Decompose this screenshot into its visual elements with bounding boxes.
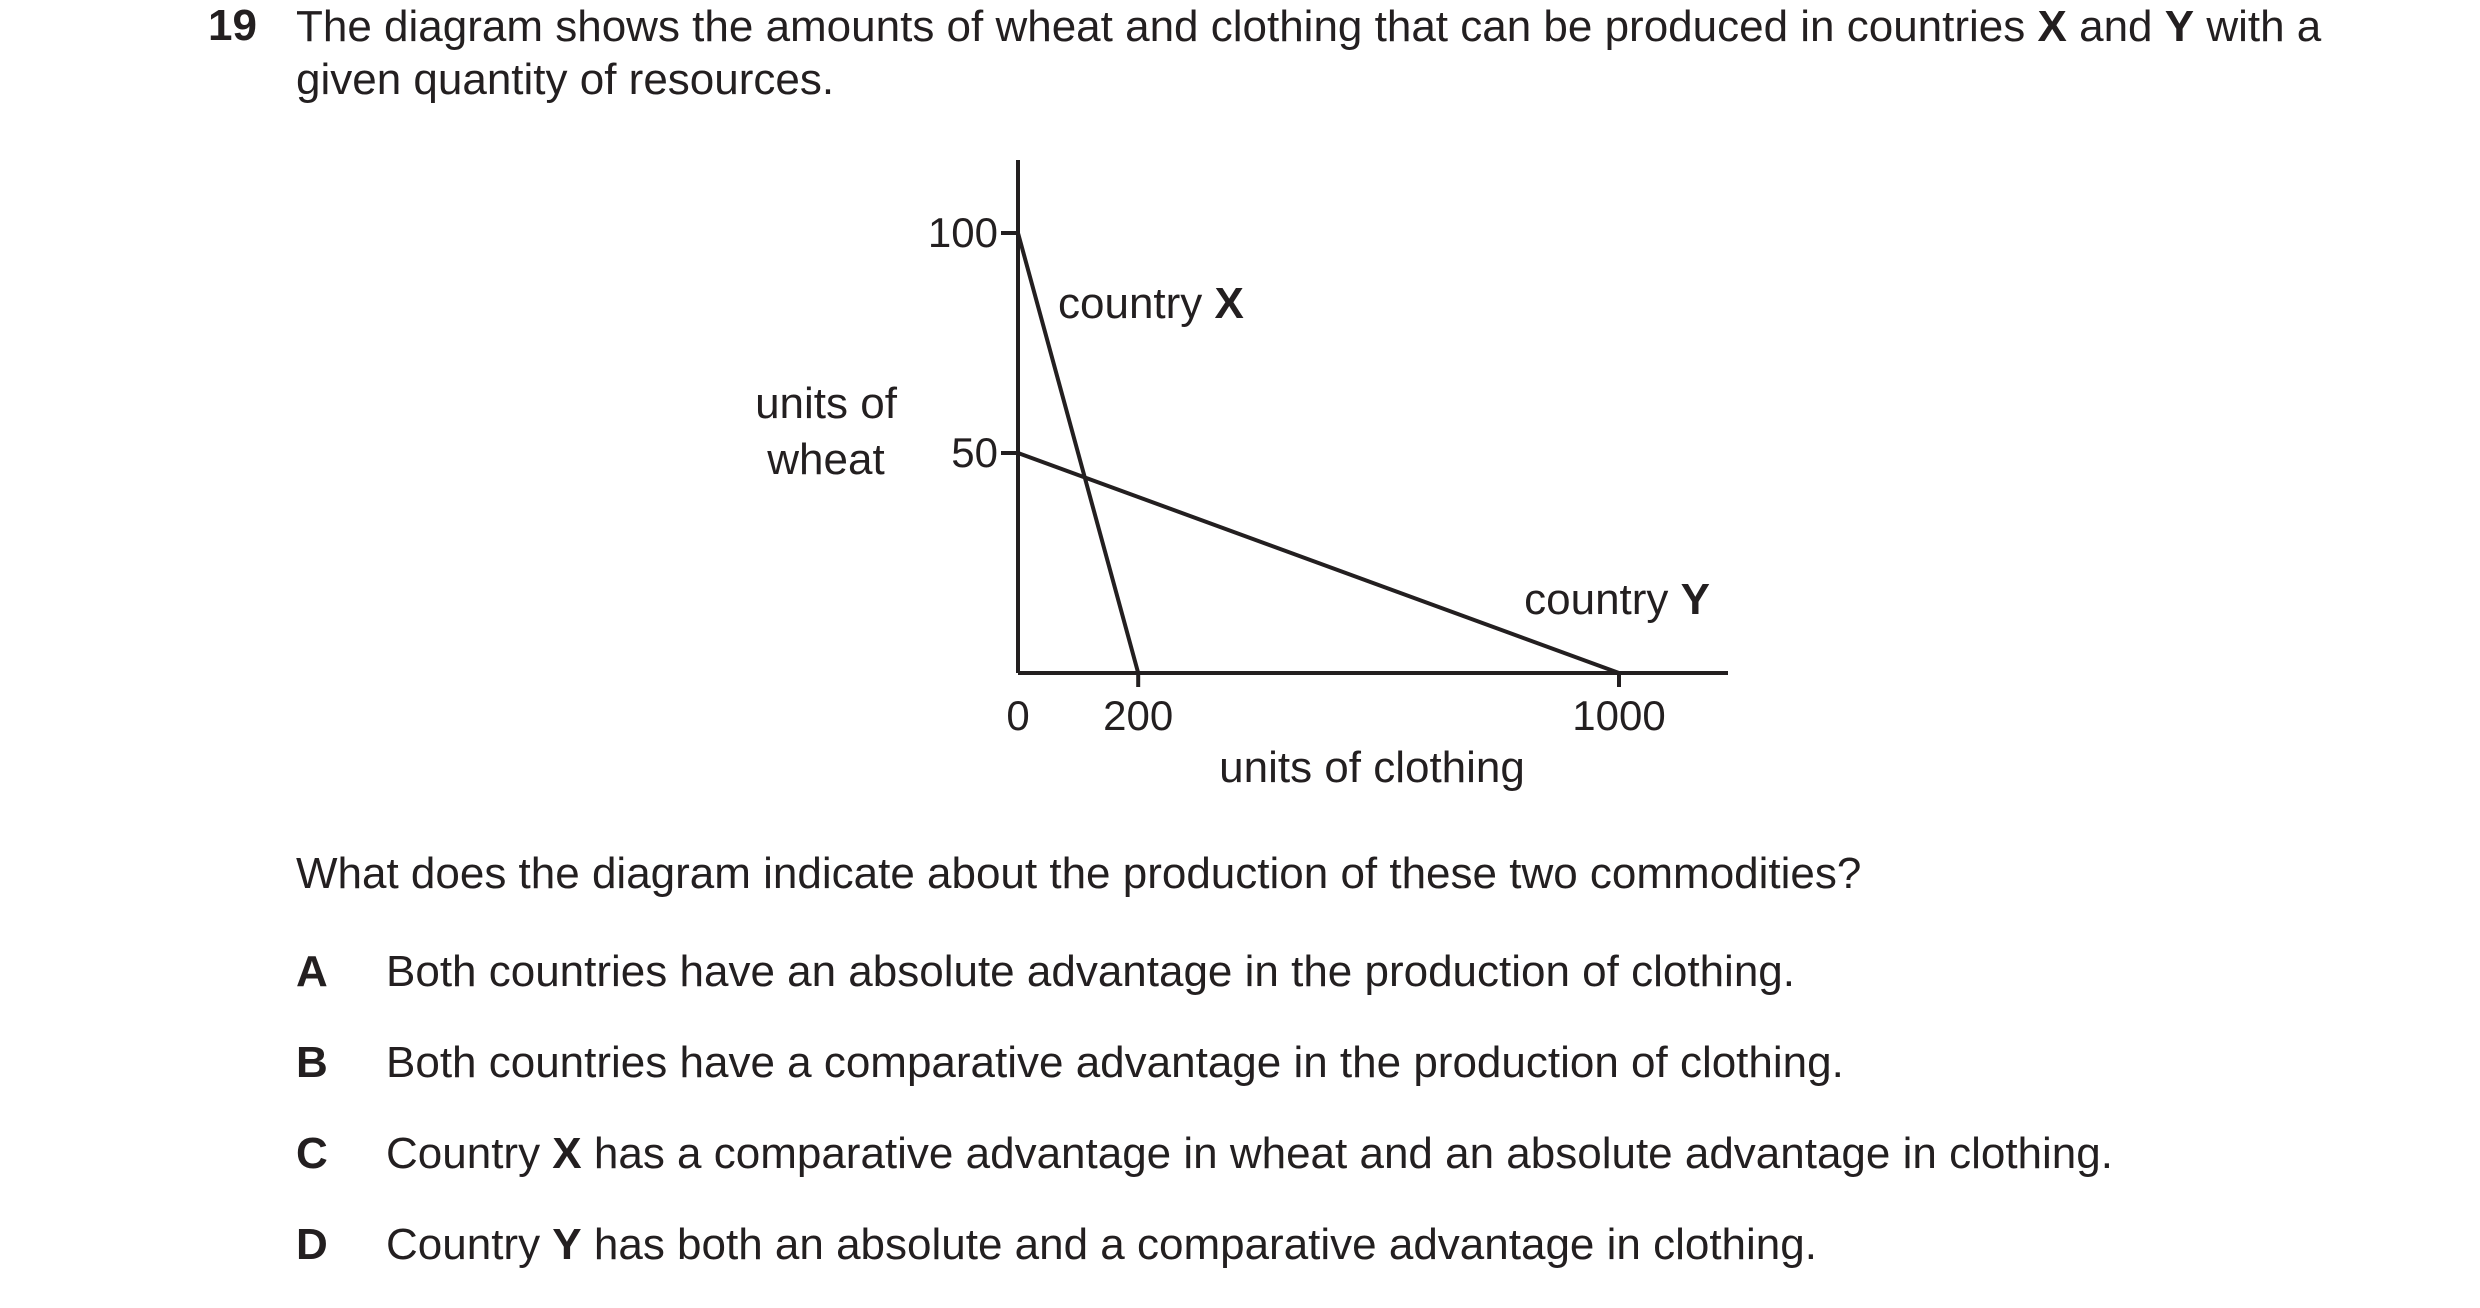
- option-d-suffix: has both an absolute and a comparative advantage in clothing.: [581, 1220, 1817, 1269]
- option-c-letter: C: [296, 1129, 328, 1178]
- x-tick-label-200: 200: [1103, 692, 1174, 739]
- option-b-letter: B: [296, 1038, 328, 1087]
- series-label-y: country Y: [1524, 575, 1710, 624]
- stem-country-y: Y: [2164, 2, 2195, 51]
- option-c-country: X: [552, 1129, 582, 1178]
- stem-text-2: and: [2066, 2, 2165, 51]
- option-c-prefix: Country: [386, 1129, 553, 1178]
- option-c-suffix: has a comparative advantage in wheat and an absolute advantage in clothing.: [581, 1129, 2113, 1178]
- x-axis-label: units of clothing: [1219, 743, 1525, 792]
- option-d-prefix: Country: [386, 1220, 553, 1269]
- option-d-text: [386, 1219, 1817, 1271]
- series-label-x: country X: [1058, 279, 1244, 328]
- x-tick-label-0: 0: [1006, 692, 1030, 739]
- option-b-text: Both countries have a comparative advantage in the production of clothing.: [386, 1038, 1844, 1087]
- option-a-letter: A: [296, 947, 328, 996]
- x-tick-label-1000: 1000: [1572, 692, 1666, 739]
- y-axis-label-line2: wheat: [767, 435, 885, 484]
- stem-text-3: with a given quantity of resources.: [296, 2, 2322, 104]
- stem-country-x: X: [2037, 2, 2067, 51]
- y-tick-label-100: 100: [927, 209, 998, 256]
- y-tick-label-50: 50: [951, 429, 998, 476]
- question-text: What does the diagram indicate about the production of these two commodities?: [296, 849, 1862, 898]
- stem-text-1: The diagram shows the amounts of wheat and clothing that can be produced in countries: [296, 2, 2038, 51]
- chart-labels: [755, 209, 1710, 792]
- y-axis-label-line1: units of: [755, 379, 897, 428]
- option-c-text: [386, 1128, 2113, 1180]
- question-number: 19: [208, 1, 257, 50]
- option-d-country: Y: [552, 1220, 582, 1269]
- option-d-letter: D: [296, 1220, 328, 1269]
- option-a-text: Both countries have an absolute advantage in the production of clothing.: [386, 947, 1795, 996]
